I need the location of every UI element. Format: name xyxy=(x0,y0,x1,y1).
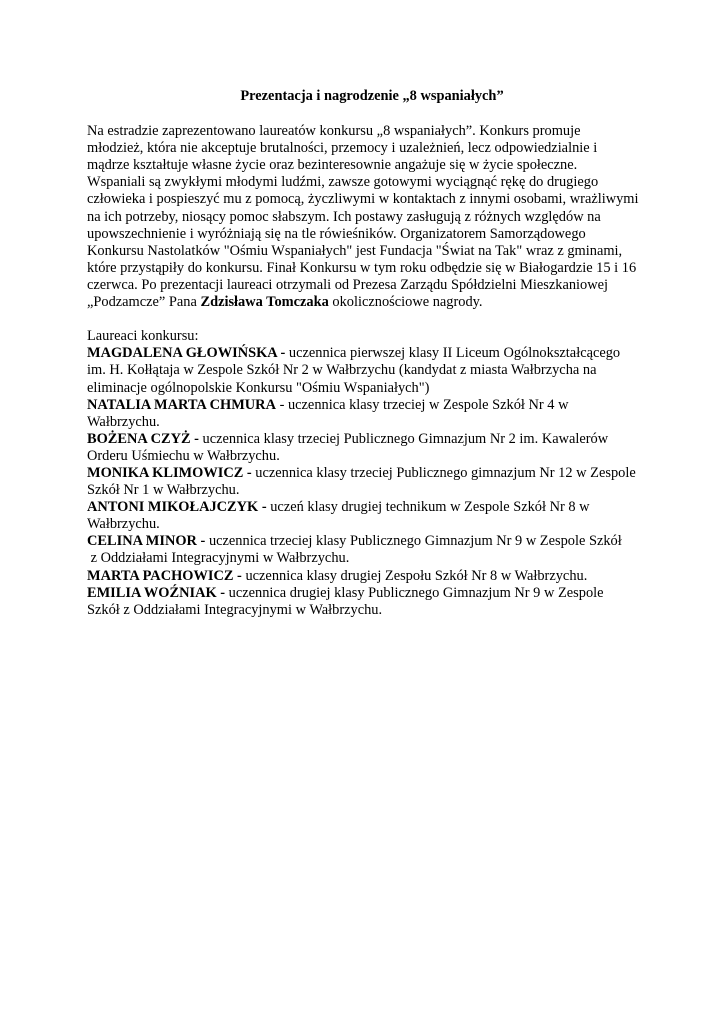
intro-last-after: okolicznościowe nagrody. xyxy=(328,294,483,311)
laureate-line: eliminacje ogólnopolskie Konkursu "Ośmiu Wspaniałych") xyxy=(87,379,430,396)
laureate-entry xyxy=(87,568,657,585)
laureate-line: Szkół z Oddziałami Integracyjnymi w Wałbrzychu. xyxy=(87,601,383,618)
laureate-entry xyxy=(87,345,657,396)
intro-line: mądrze kształtuje własne życie oraz bezinteresownie angażuje się w życie społeczne. xyxy=(87,157,578,174)
laureate-line xyxy=(87,499,657,516)
laureate-entry xyxy=(87,465,657,499)
laureates-heading: Laureaci konkursu: xyxy=(87,328,199,345)
laureate-name: ANTONI MIKOŁAJCZYK - xyxy=(87,499,267,516)
laureate-line: Szkół Nr 1 w Wałbrzychu. xyxy=(87,482,240,499)
intro-line: Konkursu Nastolatków "Ośmiu Wspaniałych" jest Fundacja "Świat na Tak" wraz z gminami, xyxy=(87,242,623,259)
intro-line: czerwca. Po prezentacji laureaci otrzymali od Prezesa Zarządu Spółdzielni Mieszkaniowej xyxy=(87,276,609,293)
laureate-line xyxy=(87,585,657,602)
laureate-line xyxy=(87,431,657,448)
laureate-description: uczennica klasy trzeciej Publicznego gimnazjum Nr 12 w Zespole xyxy=(251,464,636,481)
laureate-name: CELINA MINOR - xyxy=(87,533,206,550)
laureate-line xyxy=(87,397,657,414)
laureate-name: EMILIA WOŹNIAK - xyxy=(87,584,226,601)
intro-line: Wspaniali są zwykłymi młodymi ludźmi, zawsze gotowymi wyciągnąć rękę do drugiego xyxy=(87,174,599,191)
laureates-list xyxy=(87,345,657,619)
laureate-line: Wałbrzychu. xyxy=(87,413,160,430)
document-title: Prezentacja i nagrodzenie „8 wspaniałych” xyxy=(240,88,504,104)
laureate-line: Orderu Uśmiechu w Wałbrzychu. xyxy=(87,447,280,464)
laureate-name: MARTA PACHOWICZ - xyxy=(87,567,242,584)
laureate-name: NATALIA MARTA CHMURA xyxy=(87,396,276,413)
laureate-description: uczennica trzeciej klasy Publicznego Gimnazjum Nr 9 w Zespole Szkół xyxy=(205,533,622,550)
laureate-line xyxy=(87,568,657,585)
intro-last-before: „Podzamcze” Pana xyxy=(87,294,201,311)
intro-line: na ich potrzeby, niosący pomoc słabszym. Ich postawy zasługują z różnych względów na xyxy=(87,208,601,225)
intro-paragraph xyxy=(87,123,657,311)
paragraph-spacer xyxy=(87,311,657,328)
intro-line: które przystąpiły do konkursu. Finał Konkursu w tym roku odbędzie się w Białogardzie 15 i 16 xyxy=(87,259,637,276)
laureate-description: uczennica klasy trzeciej Publicznego Gimnazjum Nr 2 im. Kawalerów xyxy=(198,430,609,447)
laureate-line xyxy=(87,533,657,550)
laureate-description: uczennica drugiej klasy Publicznego Gimnazjum Nr 9 w Zespole xyxy=(225,584,604,601)
laureate-entry xyxy=(87,585,657,619)
laureate-description: uczennica pierwszej klasy II Liceum Ogólnokształcącego xyxy=(285,345,621,362)
laureate-entry xyxy=(87,397,657,431)
laureate-name: BOŻENA CZYŻ - xyxy=(87,430,199,447)
intro-line: człowieka i pospieszyć mu z pomocą, życzliwymi w kontaktach z innymi osobami, wrażliwymi xyxy=(87,191,639,208)
laureate-line: z Oddziałami Integracyjnymi w Wałbrzychu. xyxy=(87,550,350,567)
laureate-name: MAGDALENA GŁOWIŃSKA - xyxy=(87,345,286,362)
laureate-line: im. H. Kołłątaja w Zespole Szkół Nr 2 w Wałbrzychu (kandydat z miasta Wałbrzycha na xyxy=(87,362,597,379)
laureate-entry xyxy=(87,499,657,533)
laureate-name: MONIKA KLIMOWICZ - xyxy=(87,464,252,481)
intro-last-bold: Zdzisława Tomczaka xyxy=(200,294,329,311)
laureate-description: uczennica klasy drugiej Zespołu Szkół Nr 8 w Wałbrzychu. xyxy=(241,567,588,584)
laureate-line xyxy=(87,345,657,362)
document-page xyxy=(87,88,657,619)
laureate-line xyxy=(87,465,657,482)
laureate-description: uczeń klasy drugiej technikum w Zespole Szkół Nr 8 w xyxy=(266,499,590,516)
laureate-entry xyxy=(87,431,657,465)
laureate-description: - uczennica klasy trzeciej w Zespole Szkół Nr 4 w xyxy=(275,396,569,413)
intro-line: młodzież, która nie akceptuje brutalności, przemocy i uzależnień, lecz odpowiedzialnie i xyxy=(87,140,598,157)
intro-last-line xyxy=(87,294,657,311)
intro-line: upowszechnienie i wyróżniają się na tle rówieśników. Organizatorem Samorządowego xyxy=(87,225,586,242)
laureate-entry xyxy=(87,533,657,567)
intro-line: Na estradzie zaprezentowano laureatów konkursu „8 wspaniałych”. Konkurs promuje xyxy=(87,123,581,140)
laureate-line: Wałbrzychu. xyxy=(87,516,160,533)
